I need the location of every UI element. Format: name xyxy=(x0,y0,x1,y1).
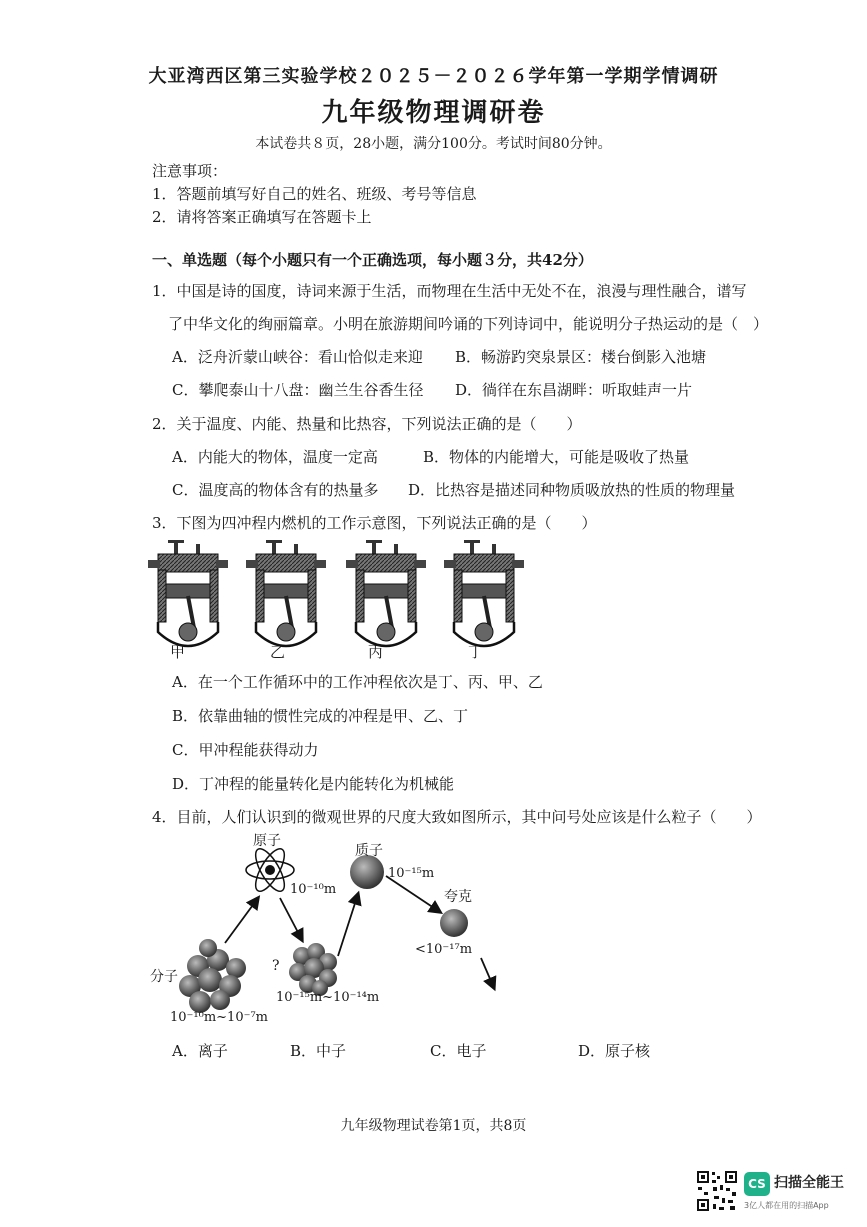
q3-option-d: D．丁冲程的能量转化是内能转化为机械能 xyxy=(172,775,455,793)
unknown-particle-icon xyxy=(289,943,337,996)
q1-stem-line1: 1．中国是诗的国度，诗词来源于生活，而物理在生活中无处不在，浪漫与理性融合，谱写 xyxy=(152,282,747,300)
q4-option-b: B．中子 xyxy=(290,1042,347,1060)
arrow-unknown-to-proton xyxy=(338,894,358,956)
molecule-size: 10⁻¹⁰m~10⁻⁷m xyxy=(170,1010,268,1025)
q1-option-a: A．泛舟沂蒙山峡谷：看山恰似走来迎 xyxy=(172,348,423,366)
atom-label: 原子 xyxy=(253,833,281,849)
q3-option-b: B．依靠曲轴的惯性完成的冲程是甲、乙、丁 xyxy=(172,707,469,725)
engine-yi xyxy=(246,540,326,646)
q4-option-c: C．电子 xyxy=(430,1042,487,1060)
q4-stem: 4．目前，人们认识到的微观世界的尺度大致如图所示，其中问号处应该是什么粒子（ ） xyxy=(152,808,762,826)
molecule-label: 分子 xyxy=(150,969,178,985)
atom-icon xyxy=(246,845,294,896)
arrow-proton-to-quark xyxy=(386,876,440,912)
engine-ding xyxy=(444,540,524,646)
q2-option-b: B．物体的内能增大，可能是吸收了热量 xyxy=(423,448,690,466)
proton-size: 10⁻¹⁵m xyxy=(388,866,435,881)
quark-icon xyxy=(440,909,468,937)
camscanner-name: 扫描全能王 xyxy=(774,1175,844,1191)
arrow-molecule-to-atom xyxy=(225,898,258,943)
notes-heading: 注意事项： xyxy=(152,162,228,180)
quark-size: <10⁻¹⁷m xyxy=(415,942,473,957)
q4-option-d: D．原子核 xyxy=(578,1042,651,1060)
q1-option-d: D．徜徉在东昌湖畔：听取蛙声一片 xyxy=(455,381,693,399)
unknown-size: 10⁻¹⁵m~10⁻¹⁴m xyxy=(276,990,380,1005)
exam-info: 本试卷共８页，28小题，满分100分。考试时间80分钟。 xyxy=(255,136,612,152)
proton-icon xyxy=(350,855,384,889)
exam-title: 九年级物理调研卷 xyxy=(321,98,546,128)
q1-option-c: C．攀爬泰山十八盘：幽兰生谷香生径 xyxy=(172,381,424,399)
school-header: 大亚湾西区第三实验学校２０２５－２０２６学年第一学期学情调研 xyxy=(148,66,719,87)
q2-option-d: D．比热容是描述同种物质吸放热的性质的物理量 xyxy=(408,481,736,499)
q2-option-c: C．温度高的物体含有的热量多 xyxy=(172,481,379,499)
page-footer: 九年级物理试卷第1页，共8页 xyxy=(340,1118,527,1134)
engine-jia xyxy=(148,540,228,646)
note-item-1: 1．答题前填写好自己的姓名、班级、考号等信息 xyxy=(152,185,477,203)
q3-option-c: C．甲冲程能获得动力 xyxy=(172,741,319,759)
engine-label-bing: 丙 xyxy=(368,643,384,661)
camscanner-slogan: 3亿人都在用的扫描App xyxy=(744,1201,829,1210)
q4-option-a: A．离子 xyxy=(172,1042,228,1060)
unknown-label: ? xyxy=(272,958,280,974)
engine-bing xyxy=(346,540,426,646)
proton-label: 质子 xyxy=(355,843,383,859)
q3-option-a: A．在一个工作循环中的工作冲程依次是丁、丙、甲、乙 xyxy=(172,673,543,691)
molecule-icon xyxy=(179,939,246,1013)
qr-code-icon xyxy=(696,1170,738,1212)
engine-label-jia: 甲 xyxy=(170,643,186,661)
engine-label-yi: 乙 xyxy=(270,643,286,661)
arrow-quark-onward xyxy=(481,958,494,988)
q2-option-a: A．内能大的物体，温度一定高 xyxy=(172,448,378,466)
q1-option-b: B．畅游趵突泉景区：楼台倒影入池塘 xyxy=(455,348,707,366)
q1-stem-line2: 了中华文化的绚丽篇章。小明在旅游期间吟诵的下列诗词中，能说明分子热运动的是（ ） xyxy=(168,315,769,333)
section-title: 一、单选题（每个小题只有一个正确选项，每小题３分，共42分） xyxy=(152,251,593,269)
camscanner-logo-icon: CS xyxy=(744,1172,770,1196)
engine-label-ding: 丁 xyxy=(468,643,484,661)
atom-size: 10⁻¹⁰m xyxy=(290,882,337,897)
note-item-2: 2．请将答案正确填写在答题卡上 xyxy=(152,208,372,226)
quark-label: 夸克 xyxy=(444,889,472,905)
q2-stem: 2．关于温度、内能、热量和比热容，下列说法正确的是（ ） xyxy=(152,415,582,433)
arrow-atom-to-unknown xyxy=(280,898,302,940)
q3-stem: 3．下图为四冲程内燃机的工作示意图，下列说法正确的是（ ） xyxy=(152,514,597,532)
